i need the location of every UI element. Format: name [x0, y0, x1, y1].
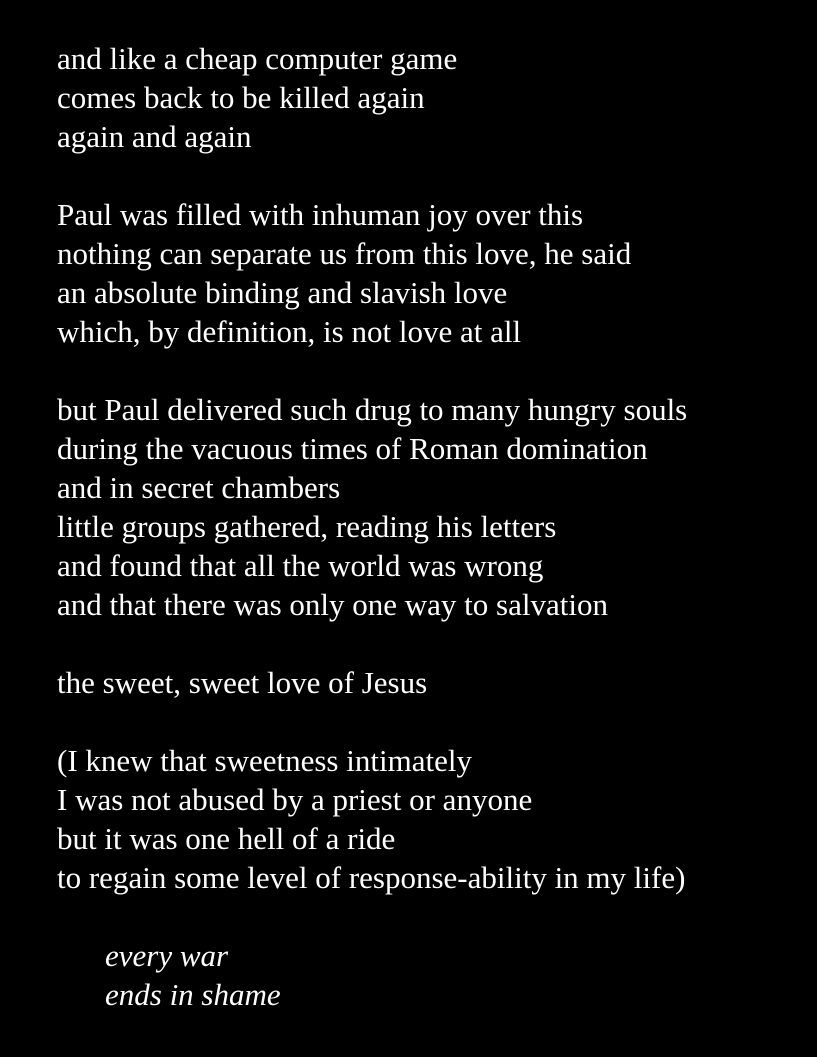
poem-line: but Paul delivered such drug to many hungry souls [57, 392, 688, 427]
poem-body [57, 39, 797, 1053]
coda-line: every war [105, 938, 229, 973]
stanza-1 [57, 39, 797, 156]
poem-line: and in secret chambers [57, 470, 341, 505]
stanza-5 [57, 741, 797, 897]
poem-line: and that there was only one way to salvation [57, 587, 608, 622]
poem-line: I was not abused by a priest or anyone [57, 782, 533, 817]
poem-line: to regain some level of response-ability in my life) [57, 860, 686, 895]
poem-line: little groups gathered, reading his letters [57, 509, 557, 544]
poem-line: Paul was filled with inhuman joy over this [57, 197, 584, 232]
poem-line: an absolute binding and slavish love [57, 275, 508, 310]
poem-line: comes back to be killed again [57, 80, 425, 115]
poem-line: the sweet, sweet love of Jesus [57, 665, 428, 700]
poem-line: but it was one hell of a ride [57, 821, 396, 856]
coda-stanza [105, 936, 797, 1014]
poem-line: and found that all the world was wrong [57, 548, 544, 583]
poem-line: again and again [57, 119, 252, 154]
poem-line: which, by definition, is not love at all [57, 314, 522, 349]
stanza-2 [57, 195, 797, 351]
coda-line: ends in shame [105, 977, 281, 1012]
poem-line: (I knew that sweetness intimately [57, 743, 472, 778]
stanza-4 [57, 663, 797, 702]
poem-line: during the vacuous times of Roman domination [57, 431, 648, 466]
poem-line: nothing can separate us from this love, he said [57, 236, 632, 271]
poem-line: and like a cheap computer game [57, 41, 458, 76]
stanza-3 [57, 390, 797, 624]
